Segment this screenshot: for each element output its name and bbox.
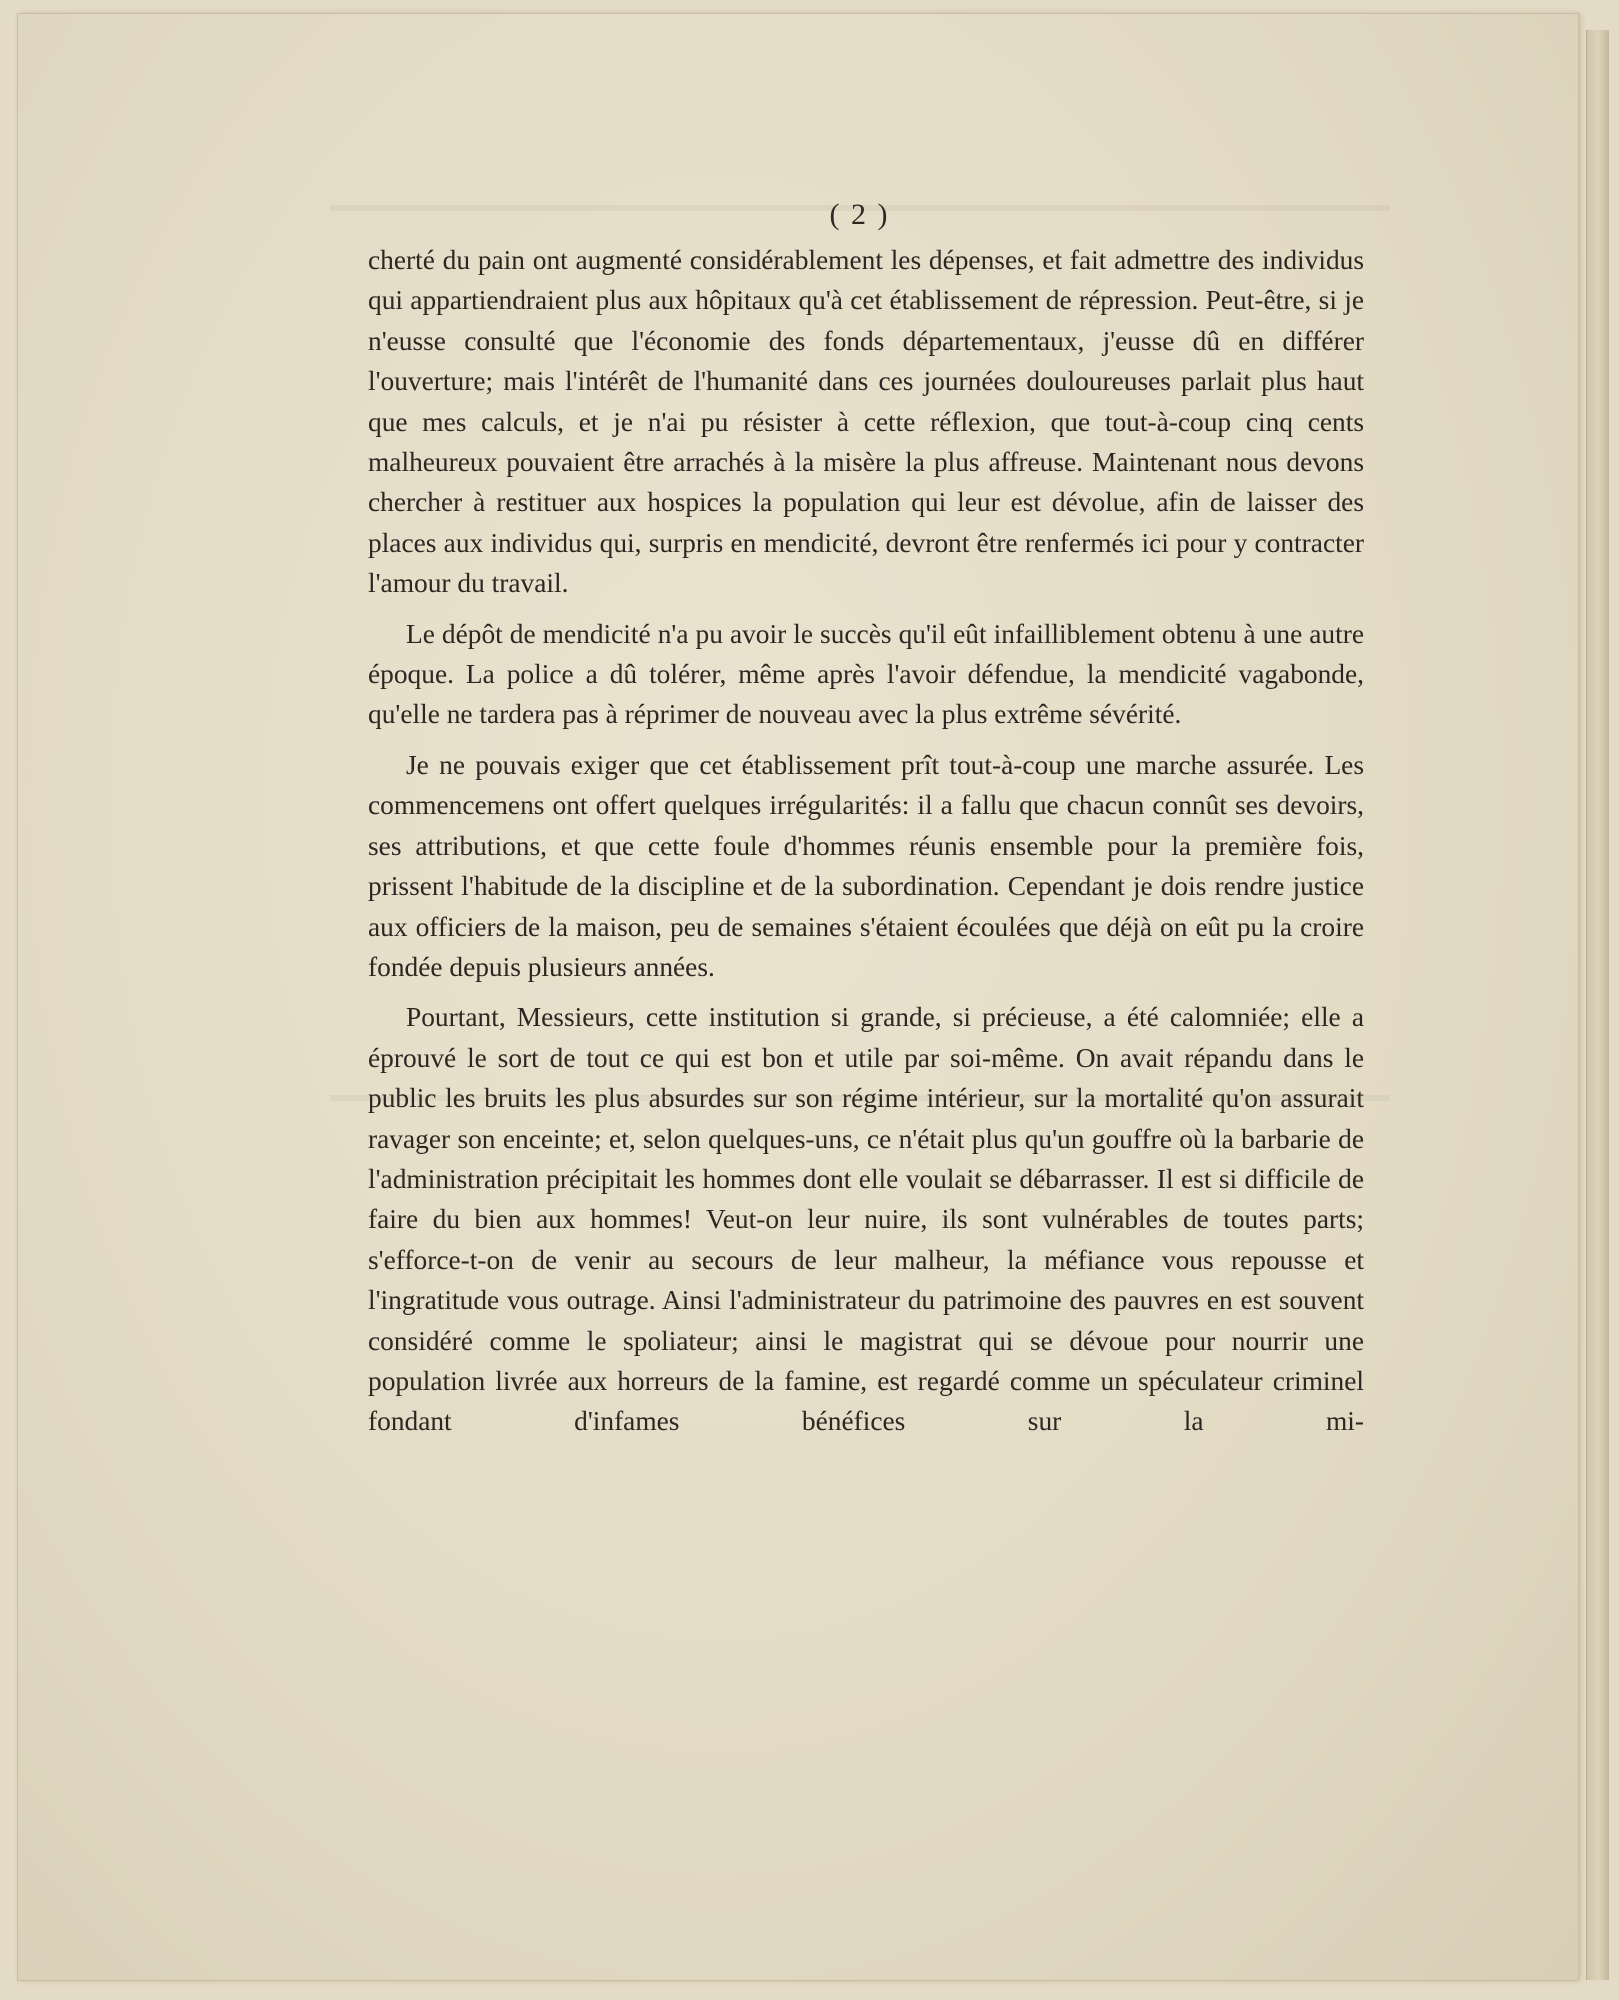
paragraph-1: cherté du pain ont augmenté considérablement les dépenses, et fait admettre des individus qui appartiendraient plus aux hôpitaux qu'à cet établissement de répression. Peut-être, si je n'eusse consulté que l'économie des fonds départementaux, j'eusse dû en différer l'ouverture; mais l'intérêt de l'humanité dans ces journées douloureuses parlait plus haut que mes calculs, et je n'ai pu résister à cette réflexion, que tout-à-coup cinq cents malheureux pouvaient être arrachés à la misère la plus affreuse. Maintenant nous devons chercher à restituer aux hospices la population qui leur est dévolue, afin de laisser des places aux individus qui, surpris en mendicité, devront être renfermés ici pour y contracter l'amour du travail. xyxy=(368,245,1364,599)
paragraph-2: Le dépôt de mendicité n'a pu avoir le succès qu'il eût infailliblement obtenu à une autre époque. La police a dû tolérer, même après l'avoir défendue, la mendicité vagabonde, qu'elle ne tardera pas à réprimer de nouveau avec la plus extrême sévérité. xyxy=(368,618,1364,730)
paragraph-3: Je ne pouvais exiger que cet établissement prît tout-à-coup une marche assurée. Les commencemens ont offert quelques irrégularités: il a fallu que chacun connût ses devoirs, ses attributions, et que cette foule d'hommes réunis ensemble pour la première fois, prissent l'habitude de la discipline et de la subordination. Cependant je dois rendre justice aux officiers de la maison, peu de semaines s'étaient écoulées que déjà on eût pu la croire fondée depuis plusieurs années. xyxy=(368,749,1364,982)
page-number: ( 2 ) xyxy=(829,198,890,231)
body-text xyxy=(368,240,1364,1442)
paragraph-4: Pourtant, Messieurs, cette institution si grande, si précieuse, a été calomniée; elle a éprouvé le sort de tout ce qui est bon et utile par soi-même. On avait répandu dans le public les bruits les plus absurdes sur son régime intérieur, sur la mortalité qu'on assurait ravager son enceinte; et, selon quelques-uns, ce n'était plus qu'un gouffre où la barbarie de l'administration précipitait les hommes dont elle voulait se débarrasser. Il est si difficile de faire du bien aux hommes! Veut-on leur nuire, ils sont vulnérables de toutes parts; s'efforce-t-on de venir au secours de leur malheur, la méfiance vous repousse et l'ingratitude vous outrage. Ainsi l'administrateur du patrimoine des pauvres en est souvent considéré comme le spoliateur; ainsi le magistrat qui se dévoue pour nourrir une population livrée aux horreurs de la famine, est regardé comme un spéculateur criminel fondant d'infames bénéfices sur la mi- xyxy=(368,1002,1364,1437)
next-page-edge xyxy=(1586,30,1609,1980)
